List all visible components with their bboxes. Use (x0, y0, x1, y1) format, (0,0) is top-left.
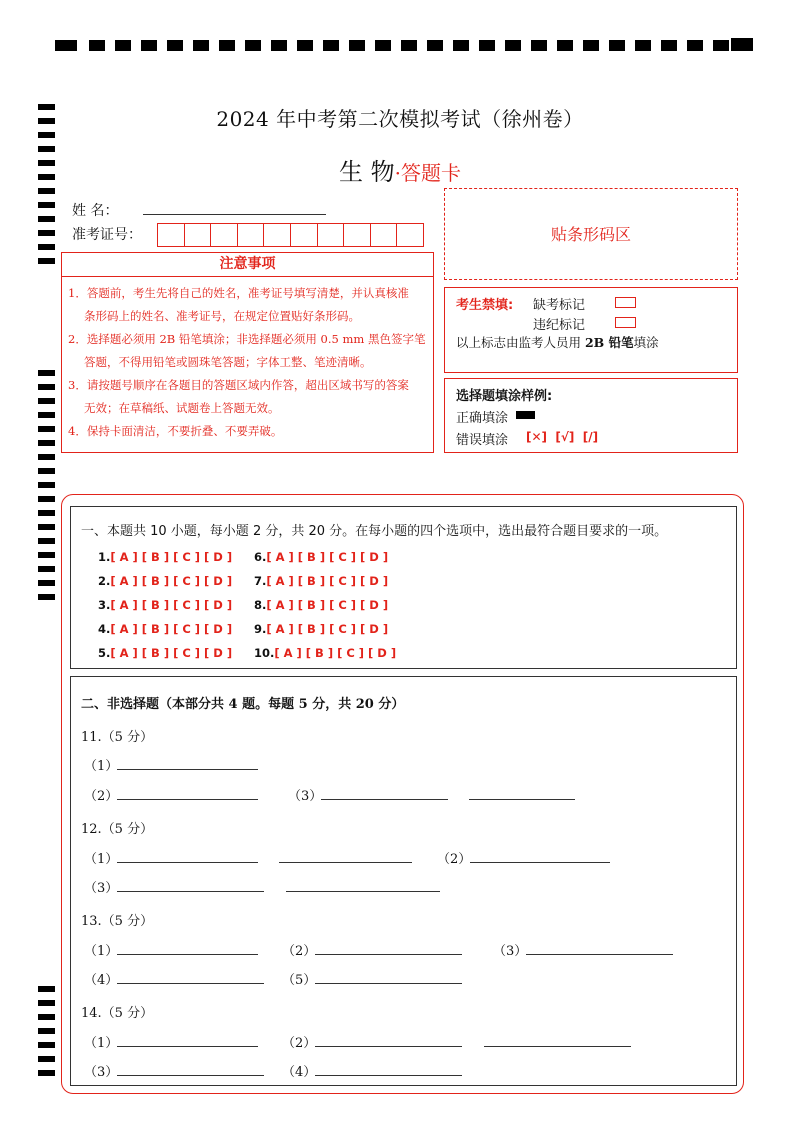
forbidden-title: 考生禁填: (456, 298, 514, 313)
id-cell[interactable] (291, 224, 318, 246)
id-cell[interactable] (344, 224, 371, 246)
part-label: （5） (282, 973, 317, 988)
answer-line[interactable] (315, 940, 462, 955)
answer-line[interactable] (117, 969, 264, 984)
notice-item: 4．保持卡面清洁，不要折叠、不要弄破。 (68, 424, 283, 438)
id-cell[interactable] (185, 224, 212, 246)
part-label: （3） (84, 881, 119, 896)
answer-line[interactable] (117, 785, 258, 800)
wrong-fill-marks: [✕] [√] [/] (526, 430, 599, 444)
id-number-grid[interactable] (157, 223, 424, 247)
part-label: （4） (282, 1065, 317, 1080)
notice-item: 2．选择题必须用 2B 铅笔填涂；非选择题必须用 0.5 mm 黑色签字笔 (68, 332, 426, 346)
part-label: （1） (84, 944, 119, 959)
id-cell[interactable] (238, 224, 265, 246)
answer-line[interactable] (526, 940, 673, 955)
answer-line[interactable] (315, 1061, 462, 1076)
answer-line[interactable] (469, 785, 575, 800)
notice-item: 答题，不得用铅笔或圆珠笔答题；字体工整、笔迹清晰。 (84, 355, 372, 369)
id-cell[interactable] (397, 224, 423, 246)
question-11-label: 11.（5 分） (81, 730, 154, 745)
barcode-label: 贴条形码区 (550, 225, 631, 244)
mcq-item[interactable]: 2.[ A ] [ B ] [ C ] [ D ] (98, 574, 233, 588)
id-cell[interactable] (158, 224, 185, 246)
part-label: （2） (282, 944, 317, 959)
id-label: 准考证号： (72, 227, 142, 243)
part-label: （2） (84, 789, 119, 804)
mcq-item[interactable]: 7.[ A ] [ B ] [ C ] [ D ] (254, 574, 389, 588)
forbidden-note: 以上标志由监考人员用 2B 铅笔填涂 (456, 335, 659, 350)
notice-title: 注意事项 (219, 256, 276, 272)
answer-line[interactable] (315, 969, 462, 984)
absent-label: 缺考标记 (533, 298, 586, 313)
part-label: （3） (493, 944, 528, 959)
mcq-item[interactable]: 10.[ A ] [ B ] [ C ] [ D ] (254, 646, 397, 660)
answer-line[interactable] (117, 940, 258, 955)
mcq-item[interactable]: 6.[ A ] [ B ] [ C ] [ D ] (254, 550, 389, 564)
answer-line[interactable] (117, 877, 264, 892)
answer-line[interactable] (286, 877, 440, 892)
notice-item: 1．答题前，考生先将自己的姓名，准考证号填写清楚，并认真核准 (68, 286, 409, 300)
mcq-item[interactable]: 1.[ A ] [ B ] [ C ] [ D ] (98, 550, 233, 564)
fill-sample-title: 选择题填涂样例: (456, 389, 553, 404)
notice-item: 3．请按题号顺序在各题目的答题区域内作答，超出区域书写的答案 (68, 378, 409, 392)
violation-label: 违纪标记 (533, 318, 586, 333)
mcq-item[interactable]: 3.[ A ] [ B ] [ C ] [ D ] (98, 598, 233, 612)
part-label: （4） (84, 973, 119, 988)
section2-heading: 二、非选择题（本部分共 4 题。每题 5 分，共 20 分） (81, 697, 405, 712)
mcq-item[interactable]: 5.[ A ] [ B ] [ C ] [ D ] (98, 646, 233, 660)
notice-item: 条形码上的姓名、准考证号，在规定位置贴好条形码。 (84, 309, 360, 323)
name-field[interactable] (143, 202, 326, 215)
part-label: （1） (84, 1036, 119, 1051)
answer-line[interactable] (470, 848, 610, 863)
answer-line[interactable] (117, 1032, 258, 1047)
part-label: （2） (282, 1036, 317, 1051)
answer-line[interactable] (117, 1061, 264, 1076)
answer-line[interactable] (315, 1032, 462, 1047)
part-label: （2） (437, 852, 472, 867)
fill-sample-box (444, 378, 738, 453)
forbidden-box (444, 287, 738, 373)
mcq-item[interactable]: 4.[ A ] [ B ] [ C ] [ D ] (98, 622, 233, 636)
mcq-item[interactable]: 8.[ A ] [ B ] [ C ] [ D ] (254, 598, 389, 612)
part-label: （1） (84, 852, 119, 867)
answer-line[interactable] (117, 848, 258, 863)
answer-line[interactable] (484, 1032, 631, 1047)
subject-title (0, 152, 800, 187)
subject-name: 生 物 (339, 158, 395, 186)
id-cell[interactable] (318, 224, 345, 246)
id-cell[interactable] (264, 224, 291, 246)
wrong-fill-label: 错误填涂 (456, 433, 509, 448)
part-label: （3） (288, 789, 323, 804)
notice-header (61, 252, 434, 277)
id-cell[interactable] (211, 224, 238, 246)
part-label: （1） (84, 759, 119, 774)
notice-item: 无效；在草稿纸、试题卷上答题无效。 (84, 401, 280, 415)
absent-mark-box[interactable] (615, 297, 636, 308)
violation-mark-box[interactable] (615, 317, 636, 328)
name-label: 姓 名： (72, 203, 119, 219)
question-12-label: 12.（5 分） (81, 822, 154, 837)
answer-line[interactable] (117, 755, 258, 770)
correct-fill-mark (516, 411, 535, 419)
answer-card-label: 答题卡 (401, 161, 461, 185)
exam-title: 2024 年中考第二次模拟考试（徐州卷） (216, 107, 584, 131)
notice-box (61, 277, 434, 453)
question-14-label: 14.（5 分） (81, 1006, 154, 1021)
answer-line[interactable] (279, 848, 412, 863)
section1-heading: 一、本题共 10 小题，每小题 2 分，共 20 分。在每小题的四个选项中，选出最符合题目要求的一项。 (81, 524, 668, 539)
mcq-item[interactable]: 9.[ A ] [ B ] [ C ] [ D ] (254, 622, 389, 636)
barcode-area (444, 188, 738, 280)
id-cell[interactable] (371, 224, 398, 246)
part-label: （3） (84, 1065, 119, 1080)
question-13-label: 13.（5 分） (81, 914, 154, 929)
correct-fill-label: 正确填涂 (456, 411, 509, 426)
subject-dot: · (394, 161, 401, 185)
answer-line[interactable] (321, 785, 448, 800)
